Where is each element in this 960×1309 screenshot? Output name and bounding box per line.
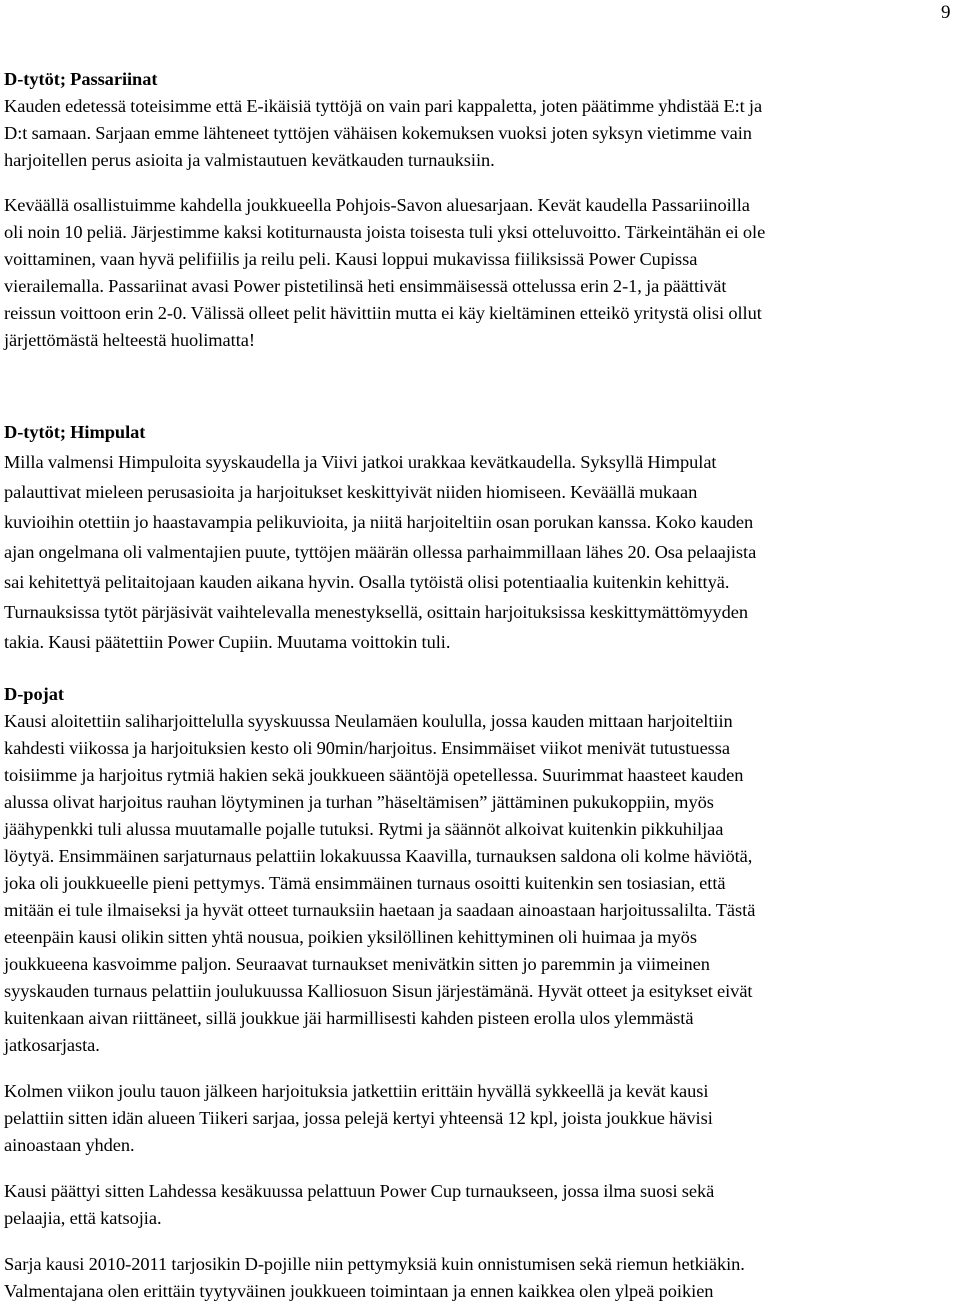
paragraph bbox=[4, 1251, 960, 1305]
paragraph bbox=[4, 1178, 960, 1232]
paragraph-line: toisiimme ja harjoitus rytmiä hakien sekä joukkueen sääntöjä opetellessa. Suurimmat haasteet kauden bbox=[4, 765, 744, 785]
paragraph-line bbox=[4, 354, 960, 381]
paragraph-line: Kauden edetessä toteisimme että E-ikäisiä tyttöjä on vain pari kappaletta, joten päätimme yhdistää E:t ja bbox=[4, 96, 763, 116]
paragraph-line: kahdesti viikossa ja harjoituksien kesto oli 90min/harjoitus. Ensimmäiset viikot menivät tutustuessa bbox=[4, 738, 731, 758]
section-d-pojat bbox=[4, 681, 960, 1059]
document-body bbox=[4, 66, 960, 1305]
paragraph-line: D:t samaan. Sarjaan emme lähteneet tyttöjen vähäisen kokemuksen vuoksi joten syksyn vietimme vain bbox=[4, 123, 752, 143]
paragraph-line: reissun voittoon erin 2-0. Välissä olleet pelit hävittiin mutta ei käy kieltäminen etteikö yritystä olisi ollut bbox=[4, 303, 762, 323]
paragraph-line: harjoitellen perus asioita ja valmistautuen kevätkauden turnauksiin. bbox=[4, 150, 495, 170]
paragraph bbox=[4, 192, 960, 381]
paragraph-line: mitään ei tule ilmaiseksi ja hyvät otteet turnauksiin haetaan ja saadaan ainoastaan harjoitussalilta. Tästä bbox=[4, 900, 756, 920]
paragraph-line: kuvioihin otettiin jo haastavampia pelikuvioita, ja niitä harjoiteltiin osan porukan kanssa. Koko kauden bbox=[4, 512, 754, 532]
paragraph-line: pelaajia, että katsojia. bbox=[4, 1208, 162, 1228]
paragraph-line: syyskauden turnaus pelattiin joulukuussa Kalliosuon Sisun järjestämänä. Hyvät otteet ja esitykset eivät bbox=[4, 981, 753, 1001]
paragraph-line: Sarja kausi 2010-2011 tarjosikin D-pojille niin pettymyksiä kuin onnistumisen sekä riemun hetkiäkin. bbox=[4, 1254, 745, 1274]
paragraph bbox=[4, 1078, 960, 1159]
paragraph-line: Keväällä osallistuimme kahdella joukkueella Pohjois-Savon aluesarjaan. Kevät kaudella Passariinoilla bbox=[4, 195, 750, 215]
paragraph-line: joukkueena kasvoimme paljon. Seuraavat turnaukset menivätkin sitten jo paremmin ja viimeinen bbox=[4, 954, 710, 974]
paragraph-line: joka oli joukkueelle pieni pettymys. Tämä ensimmäinen turnaus osoitti kuitenkin sen tosiasian, että bbox=[4, 873, 726, 893]
paragraph-line: vierailemalla. Passariinat avasi Power pistetilinsä heti ensimmäisessä ottelussa erin 2-1, ja päättivät bbox=[4, 276, 727, 296]
paragraph-line: Kausi aloitettiin saliharjoittelulla syyskuussa Neulamäen koululla, jossa kauden mittaan harjoiteltiin bbox=[4, 711, 733, 731]
paragraph-line: ainoastaan yhden. bbox=[4, 1135, 135, 1155]
paragraph-line: palauttivat mieleen perusasioita ja harjoitukset keskittyivät niiden hiomiseen. Keväällä mukaan bbox=[4, 482, 698, 502]
paragraph-line: oli noin 10 peliä. Järjestimme kaksi kotiturnausta joista toisesta tuli yksi otteluvoitto. Tärkeintähän ei ole bbox=[4, 222, 766, 242]
paragraph-line: Kausi päättyi sitten Lahdessa kesäkuussa pelattuun Power Cup turnaukseen, jossa ilma suosi sekä bbox=[4, 1181, 715, 1201]
paragraph-line: Valmentajana olen erittäin tyytyväinen joukkueen toimintaan ja ennen kaikkea olen ylpeä poikien bbox=[4, 1281, 714, 1301]
paragraph-line: Milla valmensi Himpuloita syyskaudella ja Viivi jatkoi urakkaa kevätkaudella. Syksyllä Himpulat bbox=[4, 452, 717, 472]
section-passariinat bbox=[4, 66, 960, 174]
paragraph-line: Turnauksissa tytöt pärjäsivät vaihtelevalla menestyksellä, osittain harjoituksissa keskittymättömyyden bbox=[4, 602, 748, 622]
paragraph-line: Kolmen viikon joulu tauon jälkeen harjoituksia jatkettiin erittäin hyvällä sykkeellä ja kevät kausi bbox=[4, 1081, 709, 1101]
paragraph-line: löytyä. Ensimmäinen sarjaturnaus pelattiin lokakuussa Kaavilla, turnauksen saldona oli kolme häviötä, bbox=[4, 846, 753, 866]
paragraph-line: jäähypenkki tuli alussa muutamalle pojalle tutuksi. Rytmi ja säännöt alkoivat kuitenkin pikkuhiljaa bbox=[4, 819, 724, 839]
section-himpulat bbox=[4, 417, 960, 657]
page-number: 9 bbox=[941, 2, 951, 23]
paragraph-line: järjettömästä helteestä huolimatta! bbox=[4, 330, 255, 350]
paragraph-line: voittaminen, vaan hyvä pelifiilis ja reilu peli. Kausi loppui mukavissa fiiliksissä Power Cupissa bbox=[4, 249, 698, 269]
paragraph-line: pelattiin sitten idän alueen Tiikeri sarjaa, jossa pelejä kertyi yhteensä 12 kpl, joista joukkue hävisi bbox=[4, 1108, 713, 1128]
paragraph-line: kuitenkaan aivan riittäneet, sillä joukkue jäi harmillisesti kahden pisteen erolla ulos ylemmästä bbox=[4, 1008, 694, 1028]
paragraph-line: alussa olivat harjoitus rauhan löytyminen ja turhan ”häseltämisen” jättäminen pukukoppiin, myös bbox=[4, 792, 714, 812]
paragraph-line: jatkosarjasta. bbox=[4, 1035, 100, 1055]
paragraph-line: ajan ongelmana oli valmentajien puute, tyttöjen määrän ollessa parhaimmillaan lähes 20. Osa pelaajista bbox=[4, 542, 757, 562]
paragraph-line: takia. Kausi päätettiin Power Cupiin. Muutama voittokin tuli. bbox=[4, 632, 451, 652]
section-heading: D-tytöt; Passariinat bbox=[4, 69, 158, 89]
section-heading: D-tytöt; Himpulat bbox=[4, 422, 146, 442]
section-heading: D-pojat bbox=[4, 684, 64, 704]
paragraph-line: sai kehitettyä pelitaitojaan kauden aikana hyvin. Osalla tytöistä olisi potentiaalia kuitenkin kehittyä. bbox=[4, 572, 730, 592]
paragraph-line: eteenpäin kausi olikin sitten yhtä nousua, poikien yksilöllinen kehittyminen oli huimaa ja myös bbox=[4, 927, 697, 947]
